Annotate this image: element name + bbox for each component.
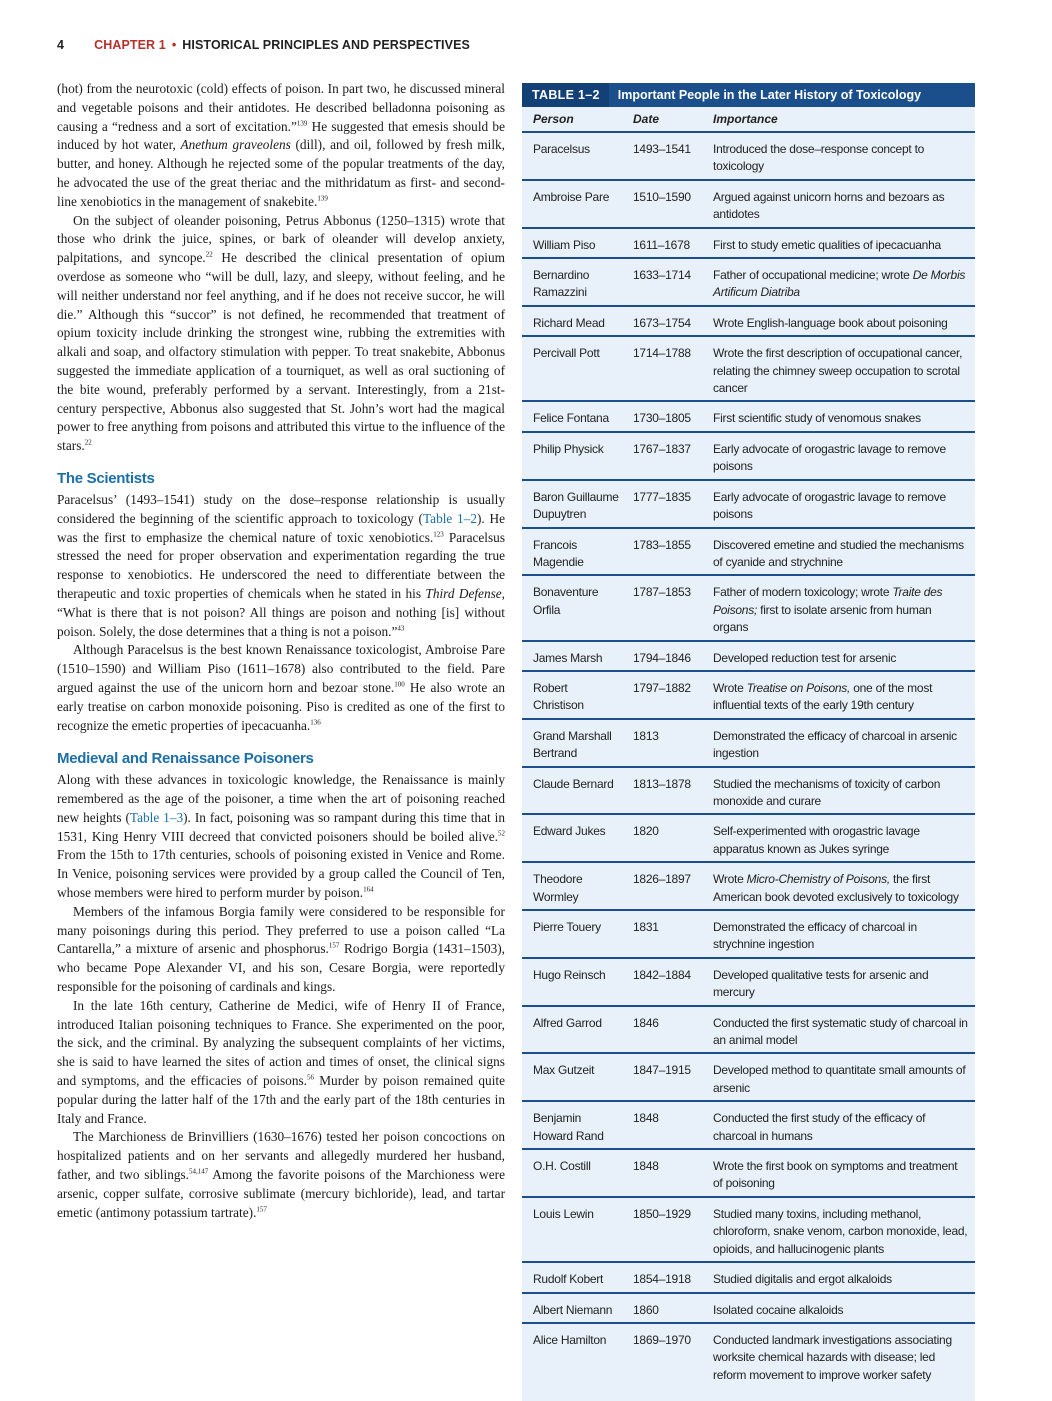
cell-importance: Studied digitalis and ergot alkaloids <box>713 1272 892 1287</box>
cell-date: 1847–1915 <box>633 1063 691 1078</box>
cell-date: 1813 <box>633 728 659 743</box>
cell-date: 1777–1835 <box>633 489 691 504</box>
cell-date: 1633–1714 <box>633 268 691 283</box>
cell-importance: First to study emetic qualities of ipecacuanha <box>713 237 941 252</box>
table-row <box>522 576 975 641</box>
cell-date: 1493–1541 <box>633 142 691 156</box>
header-importance: Importance <box>713 112 778 126</box>
paragraph-2: On the subject of oleander poisoning, Petrus Abbonus (1250–1315) wrote that those who drink the juice, spines, or bark of oleander will develop anxiety, palpitations, and syncope.$^{22}$ He described the clinical presentation of opium overdose as someone who “will be dull, lazy, and sleepy, without feeling, and he will neither understand nor feel anything, and if he does not receive succor, he will die.” Although this “succor” is not defined, he recommended that treatment of opium toxicity include drinking the strongest wine, rubbing the extremities with alkali and soap, and olfactory stimulation with pepper. To treat snakebite, Abbonus suggested the immediate application of a tourniquet, as well as oral suctioning of the bite wound, preferably performed by a servant. Interestingly, from a 21st-century perspective, Abbonus also suggested that St. John’s wort had the magical power to free anything from poisons and attributed this virtue to the influence of the stars.$^{22}$ <box>57 212 505 454</box>
cell-date: 1714–1788 <box>633 346 691 361</box>
cell-date: 1860 <box>633 1302 659 1317</box>
table-row <box>522 768 975 816</box>
table-caption: Important People in the Later History of Toxicology <box>617 88 922 102</box>
table-row <box>522 1324 975 1387</box>
header-person: Person <box>533 112 574 126</box>
cell-importance: Father of modern toxicology; wrote Traite des Poisons; first to isolate arsenic from human organs <box>713 585 943 635</box>
cell-person: James Marsh <box>533 650 603 665</box>
cell-date: 1783–1855 <box>633 537 691 552</box>
cell-date: 1787–1853 <box>633 585 691 600</box>
citation: 157 <box>328 942 340 951</box>
paragraph-7: In the late 16th century, Catherine de Medici, wife of Henry II of France, introduced Italian poisoning techniques to France. She experimented on the poor, the sick, and the criminal. By analyzing the subsequent complaints of her victims, she is said to have learned the sites of action and times of onset, the clinical signs and symptoms, and the efficacies of poisons.$^{56}$ Murder by poison remained quite popular during the latter half of the 17th and the early part of the 18th centuries in Italy and France. <box>57 997 505 1126</box>
cell-person: Benjamin Howard Rand <box>533 1111 604 1143</box>
cell-person: Albert Niemann <box>533 1302 613 1317</box>
citation: 43 <box>397 624 405 633</box>
cell-date: 1797–1882 <box>633 680 691 695</box>
cell-importance: Wrote the first book on symptoms and treatment of poisoning <box>713 1159 958 1191</box>
citation: 139 <box>317 194 328 203</box>
cell-person: Theodore Wormley <box>533 872 583 904</box>
paragraph-4: Although Paracelsus is the best known Renaissance toxicologist, Ambroise Pare (1510–1590) and William Piso (1611–1678) also contributed to the field. Pare argued against the use of the unicorn horn and bezoar stone.$^{100}$ He also wrote an early treatise on carbon monoxide poisoning. Piso is credited as one of the first to recognize the emetic properties of ipecacuanha.$^{136}$ <box>57 642 505 733</box>
page-number: 4 <box>57 38 65 52</box>
table-row <box>522 433 975 481</box>
table-row <box>522 672 975 720</box>
citation: 100 <box>394 680 405 689</box>
cell-person: Philip Physick <box>533 441 604 456</box>
paragraph-1: (hot) from the neurotoxic (cold) effects of poison. In part two, he discussed mineral and vegetable poisons and their antidotes. He described belladonna poisoning as causing a “redness and a sort of excitation.”$^{139}$ He suggested that emesis should be induced by hot water, Anethum graveolens (dill), and oil, followed by fresh milk, butter, and honey. Although he rejected some of the popular treatments of the day, he advocated the use of the great theriac and the mithridatum as first- and second-line xenobiotics in the management of snakebite.$^{139}$ <box>57 81 506 209</box>
paragraph-3: Paracelsus’ (1493–1541) study on the dose–response relationship is usually considered the beginning of the scientific approach to toxicology (Table 1–2). He was the first to emphasize the chemical nature of toxic xenobiotics.$^{123}$ Paracelsus stressed the need for proper observation and experimentation regarding the true response to xenobiotics. He underscored the need to differentiate between the therapeutic and toxic properties of chemicals when he stated in his Third Defense, “What is there that is not poison? All things are poison and nothing [is] without poison. Solely, the dose determines that a thing is not a poison.”$^{43}$ <box>57 491 505 639</box>
cell-date: 1846 <box>633 1015 659 1030</box>
cell-person: Richard Mead <box>533 315 605 330</box>
cell-person: Robert Christison <box>533 680 584 713</box>
cell-person: Paracelsus <box>533 142 590 156</box>
cell-person: Alice Hamilton <box>533 1332 607 1347</box>
citation: 56 <box>306 1073 314 1082</box>
table-number: TABLE 1–2 <box>522 83 609 107</box>
citation: 22 <box>205 250 213 259</box>
paragraph-5: Along with these advances in toxicologic knowledge, the Renaissance is mainly remembered as the age of the poisoner, a time when the art of poisoning reached new heights (Table 1–3). In fact, poisoning was so rampant during this time that in 1531, King Henry VIII decreed that convicted poisoners should be boiled alive.$^{52}$ From the 15th to 17th centuries, schools of poisoning existed in Venice and Rome. In Venice, poisoning services were provided by a group called the Council of Ten, whose members were hired to perform murder by poison.$^{164}$ <box>57 772 505 901</box>
cell-date: 1848 <box>633 1159 659 1174</box>
table-row <box>522 307 975 337</box>
running-header <box>57 36 470 54</box>
table-row <box>522 815 975 863</box>
cell-importance: Demonstrated the efficacy of charcoal in strychnine ingestion <box>713 920 917 952</box>
table-rows <box>522 133 975 1387</box>
cell-person: Francois Magendie <box>533 537 584 569</box>
cell-importance: Demonstrated the efficacy of charcoal in arsenic ingestion <box>713 728 957 761</box>
cell-date: 1794–1846 <box>633 650 691 665</box>
table-row <box>522 959 975 1007</box>
table-row <box>522 1102 975 1150</box>
table-1-2 <box>522 83 975 1401</box>
cell-person: Edward Jukes <box>533 824 606 839</box>
citation: 157 <box>256 1205 267 1214</box>
chapter-title: HISTORICAL PRINCIPLES AND PERSPECTIVES <box>182 38 470 52</box>
table-row <box>522 337 975 402</box>
section-heading-scientists: The Scientists <box>57 469 155 487</box>
cell-importance: Argued against unicorn horns and bezoars as antidotes <box>713 189 945 222</box>
cell-person: Grand Marshall Bertrand <box>533 728 612 761</box>
cell-importance: Developed reduction test for arsenic <box>713 650 897 665</box>
table-1-3-link[interactable]: Table 1–3 <box>129 809 184 825</box>
cell-person: Bonaventure Orfila <box>533 585 599 617</box>
cell-importance: Early advocate of orogastric lavage to remove poisons <box>713 441 946 474</box>
cell-person: Felice Fontana <box>533 411 609 426</box>
table-row <box>522 863 975 911</box>
table-row <box>522 911 975 959</box>
cell-date: 1854–1918 <box>633 1272 691 1287</box>
cell-importance: Studied the mechanisms of toxicity of carbon monoxide and curare <box>713 776 941 808</box>
table-row <box>522 1054 975 1102</box>
citation: 164 <box>363 885 374 894</box>
cell-person: Alfred Garrod <box>533 1015 602 1030</box>
cell-importance: Discovered emetine and studied the mechanisms of cyanide and strychnine <box>713 537 964 569</box>
table-row <box>522 181 975 229</box>
table-row <box>522 1263 975 1293</box>
cell-importance: Studied many toxins, including methanol, chloroform, snake venom, carbon monoxide, lead, opioids, and hallucinogenic plants <box>713 1206 968 1256</box>
section-heading-poisoners: Medieval and Renaissance Poisoners <box>57 750 314 768</box>
cell-importance: Conducted landmark investigations associating worksite chemical hazards with disease; led reform movement to improve worker safety <box>713 1332 952 1382</box>
cell-date: 1813–1878 <box>633 776 691 791</box>
cell-person: William Piso <box>533 237 596 252</box>
cell-person: O.H. Costill <box>533 1159 591 1174</box>
table-row <box>522 402 975 432</box>
citation: 123 <box>433 530 444 539</box>
cell-date: 1820 <box>633 824 659 839</box>
cell-date: 1730–1805 <box>633 411 691 426</box>
cell-date: 1850–1929 <box>633 1206 691 1221</box>
body-column <box>57 80 505 1222</box>
cell-importance: Wrote the first description of occupational cancer, relating the chimney sweep occupation to scrotal cancer <box>713 346 963 396</box>
cell-date: 1767–1837 <box>633 441 691 456</box>
cell-date: 1826–1897 <box>633 872 691 887</box>
paragraph-6: Members of the infamous Borgia family were considered to be responsible for many poisonings during this period. They preferred to use a poison called “La Cantarella,” a mixture of arsenic and phosphorus.$^{157}$ Rodrigo Borgia (1431–1503), who became Pope Alexander VI, and his son, Cesare Borgia, were reportedly responsible for the poisoning of cardinals and kings. <box>57 903 505 995</box>
cell-importance: Conducted the first systematic study of charcoal in an animal model <box>713 1015 968 1048</box>
table-row <box>522 1294 975 1324</box>
citation: 22 <box>84 438 92 447</box>
table-body <box>522 107 975 1401</box>
cell-importance: Wrote English-language book about poisoning <box>713 315 948 330</box>
cell-person: Rudolf Kobert <box>533 1272 604 1287</box>
table-header-row <box>522 107 975 133</box>
table-row <box>522 1198 975 1263</box>
header-date: Date <box>633 112 660 126</box>
cell-importance: Isolated cocaine alkaloids <box>713 1302 844 1317</box>
cell-date: 1869–1970 <box>633 1332 691 1347</box>
cell-person: Percivall Pott <box>533 346 600 361</box>
table-row <box>522 720 975 768</box>
cell-date: 1842–1884 <box>633 967 691 982</box>
cell-person: Hugo Reinsch <box>533 967 606 982</box>
cell-person: Bernardino Ramazzini <box>533 268 590 300</box>
table-row <box>522 259 975 307</box>
cell-importance: First scientific study of venomous snakes <box>713 411 921 426</box>
cell-date: 1510–1590 <box>633 189 691 204</box>
citation: 52 <box>498 829 505 838</box>
cell-date: 1611–1678 <box>633 237 690 252</box>
citation: 54,147 <box>189 1167 209 1176</box>
cell-person: Claude Bernard <box>533 776 614 791</box>
citation: 139 <box>296 119 308 128</box>
cell-person: Baron Guillaume Dupuytren <box>533 489 619 522</box>
table-1-2-link[interactable]: Table 1–2 <box>422 510 477 526</box>
citation: 136 <box>310 718 321 727</box>
table-row <box>522 1150 975 1198</box>
table-title-bar <box>522 83 975 107</box>
cell-person: Ambroise Pare <box>533 189 610 204</box>
cell-importance: Father of occupational medicine; wrote De Morbis Artificum Diatriba <box>713 268 966 300</box>
cell-importance: Developed method to quantitate small amounts of arsenic <box>713 1063 966 1095</box>
cell-person: Louis Lewin <box>533 1206 594 1221</box>
cell-importance: Introduced the dose–response concept to toxicology <box>713 142 925 174</box>
cell-date: 1673–1754 <box>633 315 691 330</box>
cell-importance: Developed qualitative tests for arsenic and mercury <box>713 967 929 1000</box>
cell-person: Max Gutzeit <box>533 1063 595 1078</box>
cell-importance: Early advocate of orogastric lavage to remove poisons <box>713 489 946 522</box>
chapter-label: CHAPTER 1 <box>94 38 166 52</box>
paragraph-8: The Marchioness de Brinvilliers (1630–1676) tested her poison concoctions on hospitalized patients and on her servants and allegedly murdered her husband, father, and two siblings.$^{54,147}$ Among the favorite poisons of the Marchioness were arsenic, copper sulfate, corrosive sublimate (mercury bichloride), lead, and tartar emetic (antimony potassium tartrate).$^{157}$ <box>57 1129 505 1220</box>
cell-importance: Wrote Treatise on Poisons, one of the most influential texts of the early 19th century <box>713 680 933 713</box>
header-bullet: • <box>171 38 177 52</box>
cell-person: Pierre Touery <box>533 920 601 934</box>
cell-date: 1831 <box>633 920 659 934</box>
table-row <box>522 133 975 181</box>
table-row <box>522 1007 975 1055</box>
table-row <box>522 642 975 672</box>
cell-importance: Conducted the first study of the efficacy of charcoal in humans <box>713 1111 926 1143</box>
table-row <box>522 529 975 577</box>
table-row <box>522 229 975 259</box>
cell-date: 1848 <box>633 1111 659 1126</box>
cell-importance: Wrote Micro-Chemistry of Poisons, the first American book devoted exclusively to toxicology <box>713 872 959 904</box>
cell-importance: Self-experimented with orogastric lavage apparatus known as Jukes syringe <box>713 824 920 856</box>
table-row <box>522 481 975 529</box>
